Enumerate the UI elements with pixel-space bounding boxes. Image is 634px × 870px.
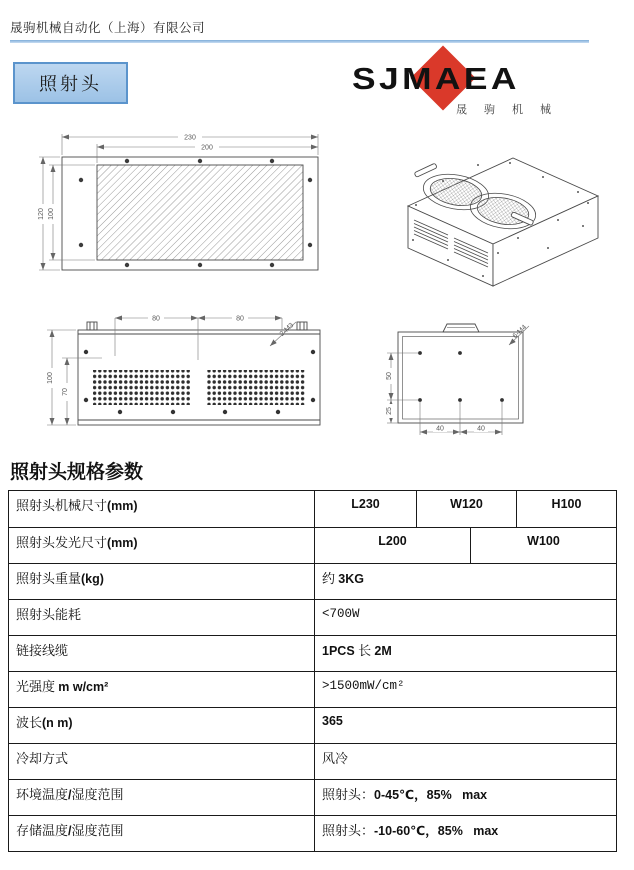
text-segment: L200 bbox=[378, 534, 407, 548]
dim-50: 50 bbox=[386, 372, 393, 380]
drawing-top-view bbox=[35, 128, 325, 278]
text-segment: >1500mW/cm² bbox=[322, 679, 405, 693]
table-row bbox=[9, 527, 616, 563]
dim-80-right: 80 bbox=[236, 315, 244, 323]
dim-80-left: 80 bbox=[152, 315, 160, 323]
dim-70: 70 bbox=[62, 388, 69, 396]
logo-text: SJMAEA bbox=[352, 61, 520, 96]
spec-value bbox=[315, 564, 616, 599]
text-segment: 波长 bbox=[16, 715, 43, 730]
spec-label bbox=[9, 744, 315, 779]
spec-value bbox=[315, 816, 616, 851]
front-led-grids bbox=[93, 370, 305, 405]
text-segment: 2M bbox=[374, 644, 392, 658]
text-segment: 湿度范围 bbox=[71, 823, 124, 838]
table-row bbox=[9, 815, 616, 851]
table-row bbox=[9, 779, 616, 815]
text-segment: H100 bbox=[551, 497, 582, 511]
dim-200: 200 bbox=[201, 144, 213, 152]
spec-value bbox=[315, 708, 616, 743]
text-segment: 照射头发光尺寸 bbox=[16, 535, 108, 550]
spec-value bbox=[315, 491, 416, 527]
text-segment: (n m) bbox=[42, 716, 73, 730]
text-segment: <700W bbox=[322, 607, 360, 621]
text-segment: W120 bbox=[450, 497, 483, 511]
text-segment: 长 bbox=[358, 643, 375, 658]
top-view-body bbox=[62, 157, 318, 270]
text-segment: (kg) bbox=[81, 572, 104, 586]
spec-value bbox=[516, 491, 616, 527]
table-row bbox=[9, 671, 616, 707]
drawing-front-view bbox=[40, 312, 342, 447]
drawing-side-view bbox=[385, 318, 541, 448]
logo-subtext: 晟驹机械 bbox=[456, 104, 568, 116]
spec-label bbox=[9, 708, 315, 743]
text-segment: 湿度范围 bbox=[71, 787, 124, 802]
text-segment: (mm) bbox=[107, 536, 138, 550]
text-segment: 照射头： bbox=[322, 823, 375, 838]
note-6-m4: 6-M4 bbox=[511, 323, 529, 340]
text-segment: 照射头： bbox=[322, 787, 375, 802]
side-body bbox=[398, 324, 523, 423]
spec-value bbox=[315, 636, 616, 671]
spec-table bbox=[8, 490, 617, 852]
dim-120: 120 bbox=[38, 208, 45, 220]
dim-100: 100 bbox=[48, 208, 55, 220]
note-2-m3: 2-M3 bbox=[278, 321, 296, 338]
text-segment: / bbox=[68, 824, 72, 838]
text-segment: (mm) bbox=[107, 499, 138, 513]
text-segment: 光强度 bbox=[16, 679, 59, 694]
text-segment: m w/cm² bbox=[58, 680, 109, 694]
dim-230: 230 bbox=[184, 134, 196, 142]
text-segment: 1PCS bbox=[322, 644, 359, 658]
spec-value bbox=[470, 528, 616, 563]
text-segment: 照射头机械尺寸 bbox=[16, 498, 108, 513]
text-segment: -10-60℃，85% max bbox=[374, 824, 499, 838]
dim-100-front: 100 bbox=[47, 372, 54, 384]
spec-value bbox=[315, 744, 616, 779]
spec-value bbox=[315, 600, 616, 635]
header-divider bbox=[10, 40, 589, 43]
text-segment: 照射头能耗 bbox=[16, 607, 82, 622]
text-segment: 链接线缆 bbox=[16, 643, 69, 658]
table-row bbox=[9, 491, 616, 527]
company-logo bbox=[340, 57, 575, 119]
spec-value bbox=[416, 491, 516, 527]
product-badge-label: 照射头 bbox=[39, 74, 102, 94]
text-segment: 照射头重量 bbox=[16, 571, 82, 586]
spec-label bbox=[9, 636, 315, 671]
spec-label bbox=[9, 528, 315, 563]
text-segment: L230 bbox=[351, 497, 380, 511]
dim-40-right: 40 bbox=[477, 425, 485, 433]
product-badge bbox=[13, 62, 128, 104]
text-segment: / bbox=[68, 788, 72, 802]
text-segment: 0-45℃，85% max bbox=[374, 788, 488, 802]
spec-label bbox=[9, 816, 315, 851]
table-row bbox=[9, 563, 616, 599]
section-title: 照射头规格参数 bbox=[10, 462, 144, 483]
spec-label bbox=[9, 600, 315, 635]
spec-label bbox=[9, 780, 315, 815]
text-segment: W100 bbox=[527, 534, 560, 548]
table-row bbox=[9, 635, 616, 671]
company-name: 晟驹机械自动化（上海）有限公司 bbox=[10, 21, 206, 35]
dim-25: 25 bbox=[386, 407, 393, 415]
text-segment: 365 bbox=[322, 714, 343, 728]
side-holes bbox=[418, 351, 504, 402]
spec-label bbox=[9, 672, 315, 707]
spec-value bbox=[315, 528, 470, 563]
table-row bbox=[9, 743, 616, 779]
text-segment: 环境温度 bbox=[16, 787, 69, 802]
spec-value bbox=[315, 780, 616, 815]
dim-40-left: 40 bbox=[436, 425, 444, 433]
side-dimension-labels bbox=[386, 324, 528, 433]
spec-value bbox=[315, 672, 616, 707]
text-segment: 冷却方式 bbox=[16, 751, 69, 766]
text-segment: 3KG bbox=[338, 572, 364, 586]
side-dimension-lines bbox=[387, 323, 529, 435]
text-segment: 存储温度 bbox=[16, 823, 69, 838]
text-segment: 约 bbox=[322, 571, 339, 586]
drawing-isometric-view bbox=[398, 148, 603, 298]
table-row bbox=[9, 707, 616, 743]
spec-label bbox=[9, 564, 315, 599]
spec-label bbox=[9, 491, 315, 527]
text-segment: 风冷 bbox=[322, 751, 349, 766]
table-row bbox=[9, 599, 616, 635]
